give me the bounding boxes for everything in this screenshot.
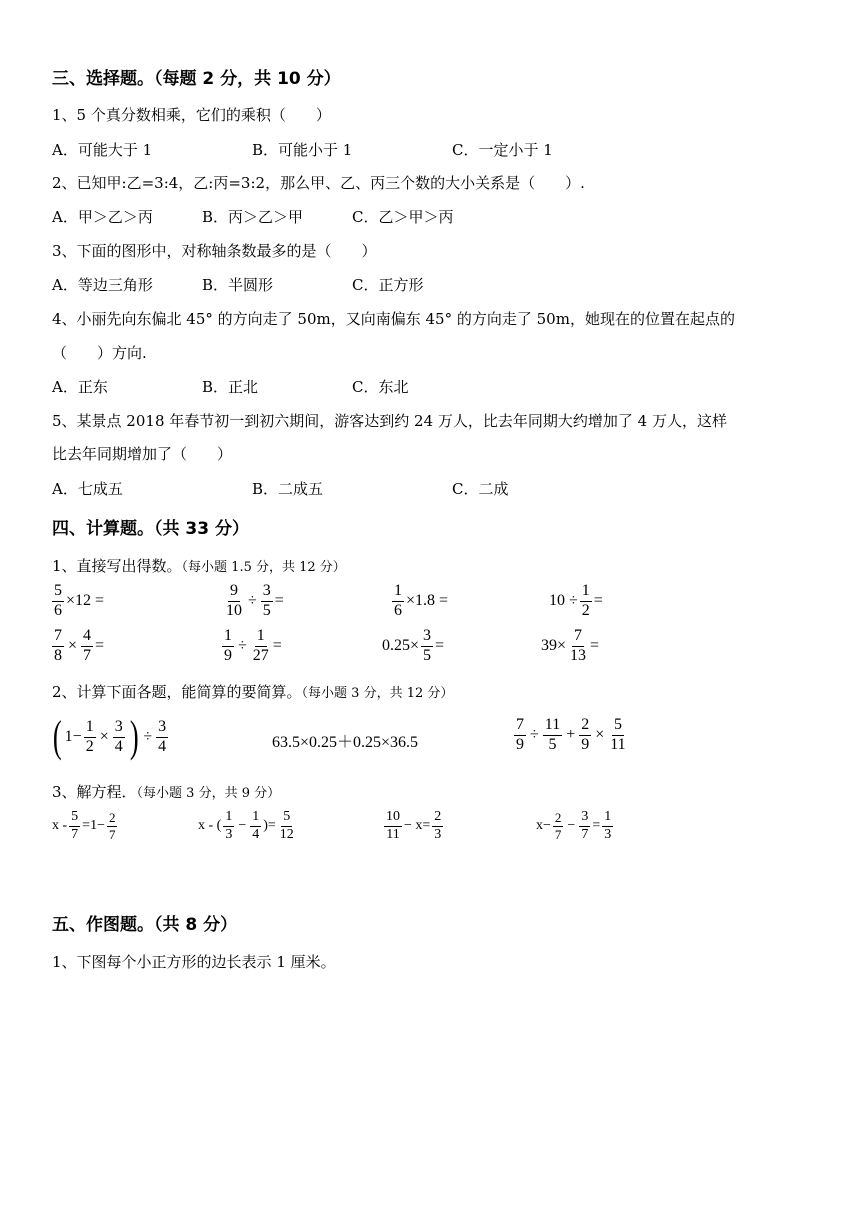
part-3-label: 3、解方程．	[52, 783, 137, 801]
calc-1: $\frac{5}{6}$ ×12 =	[54, 582, 105, 619]
section-4-title: 四、计算题。（共 33 分）	[52, 519, 249, 539]
equation-2: x - ( $\frac{1}{3}$ − $\frac{1}{4}$ )= $\frac{5}{12}$	[198, 809, 294, 842]
q5-stem-line1: 5、某景点 2018 年春节初一到初六期间，游客达到约 24 万人，比去年同期大约增加了 4 万人，这样	[52, 412, 727, 430]
q5-stem-line2: 比去年同期增加了（ ）	[52, 445, 233, 463]
part-2-note: （每小题 3 分，共 12 分）	[301, 686, 454, 701]
compute-3: $\frac{7}{9}$ ÷ $\frac{11}{5}$ + $\frac{2}{9}$ × $\frac{5}{11}$	[516, 716, 626, 753]
q3-option-c: C．正方形	[352, 276, 424, 294]
calc-8: 39× $\frac{7}{13}$ =	[541, 627, 600, 664]
q5-option-a: A．七成五	[52, 480, 123, 498]
q5-option-c: C．二成	[452, 480, 509, 498]
q2-option-c: C．乙＞甲＞丙	[352, 208, 454, 226]
q1-stem: 1、5 个真分数相乘，它们的乘积（ ）	[52, 106, 331, 124]
q1-option-c: C．一定小于 1	[452, 141, 553, 159]
compute-1: ( 1− $\frac{1}{2}$ × $\frac{3}{4}$ ) ÷ $\frac{3}{4}$	[52, 712, 167, 761]
calc-3: $\frac{1}{6}$ ×1.8 =	[394, 582, 449, 619]
equation-4: x− $\frac{2}{7}$ − $\frac{3}{7}$ = $\frac{1}{3}$	[536, 809, 612, 842]
part-3-heading	[52, 781, 280, 802]
q3-option-b: B．半圆形	[202, 276, 274, 294]
part-1-label: 1、直接写出得数。	[52, 557, 182, 575]
section-5-title: 五、作图题。（共 8 分）	[52, 915, 238, 935]
q2-option-a: A．甲＞乙＞丙	[52, 208, 153, 226]
q2-option-b: B．丙＞乙＞甲	[202, 208, 304, 226]
q5-option-b: B．二成五	[252, 480, 324, 498]
q4-stem-line2: （ ）方向.	[52, 344, 147, 362]
compute-2: 63.5×0.25＋0.25×36.5	[272, 734, 419, 751]
calc-6: $\frac{1}{9}$ ÷ $\frac{1}{27}$ =	[224, 627, 282, 664]
section-3-title: 三、选择题。（每题 2 分，共 10 分）	[52, 69, 341, 89]
q4-option-a: A．正东	[52, 378, 108, 396]
q1-option-a: A．可能大于 1	[52, 141, 153, 159]
calc-5: $\frac{7}{8}$ × $\frac{4}{7}$ =	[54, 627, 105, 664]
part-1-note: （每小题 1.5 分，共 12 分）	[181, 560, 346, 575]
q3-option-a: A．等边三角形	[52, 276, 153, 294]
calc-7: 0.25× $\frac{3}{5}$ =	[382, 627, 445, 664]
part-3-note: （每小题 3 分，共 9 分）	[136, 786, 281, 801]
q4-option-b: B．正北	[202, 378, 259, 396]
calc-4: 10 ÷ $\frac{1}{2}$ =	[549, 582, 603, 619]
calc-2: $\frac{9}{10}$ ÷ $\frac{3}{5}$ =	[226, 582, 284, 619]
part-2-label: 2、计算下面各题，能简算的要简算。	[52, 683, 302, 701]
equation-1: x - $\frac{5}{7}$ =1− $\frac{2}{7}$	[52, 809, 116, 842]
q4-stem-line1: 4、小丽先向东偏北 45° 的方向走了 50m，又向南偏东 45° 的方向走了 50m，她现在的位置在起点的	[52, 310, 735, 328]
q1-option-b: B．可能小于 1	[252, 141, 353, 159]
drawing-q1-stem: 1、下图每个小正方形的边长表示 1 厘米。	[52, 953, 336, 971]
part-1-heading	[52, 555, 346, 576]
equation-3: $\frac{10}{11}$ − x= $\frac{2}{3}$	[386, 809, 442, 842]
part-2-heading	[52, 681, 453, 702]
q3-stem: 3、下面的图形中，对称轴条数最多的是（ ）	[52, 242, 377, 260]
q2-stem: 2、已知甲:乙=3:4，乙:丙=3:2，那么甲、乙、丙三个数的大小关系是（ ）.	[52, 174, 585, 192]
q4-option-c: C．东北	[352, 378, 409, 396]
